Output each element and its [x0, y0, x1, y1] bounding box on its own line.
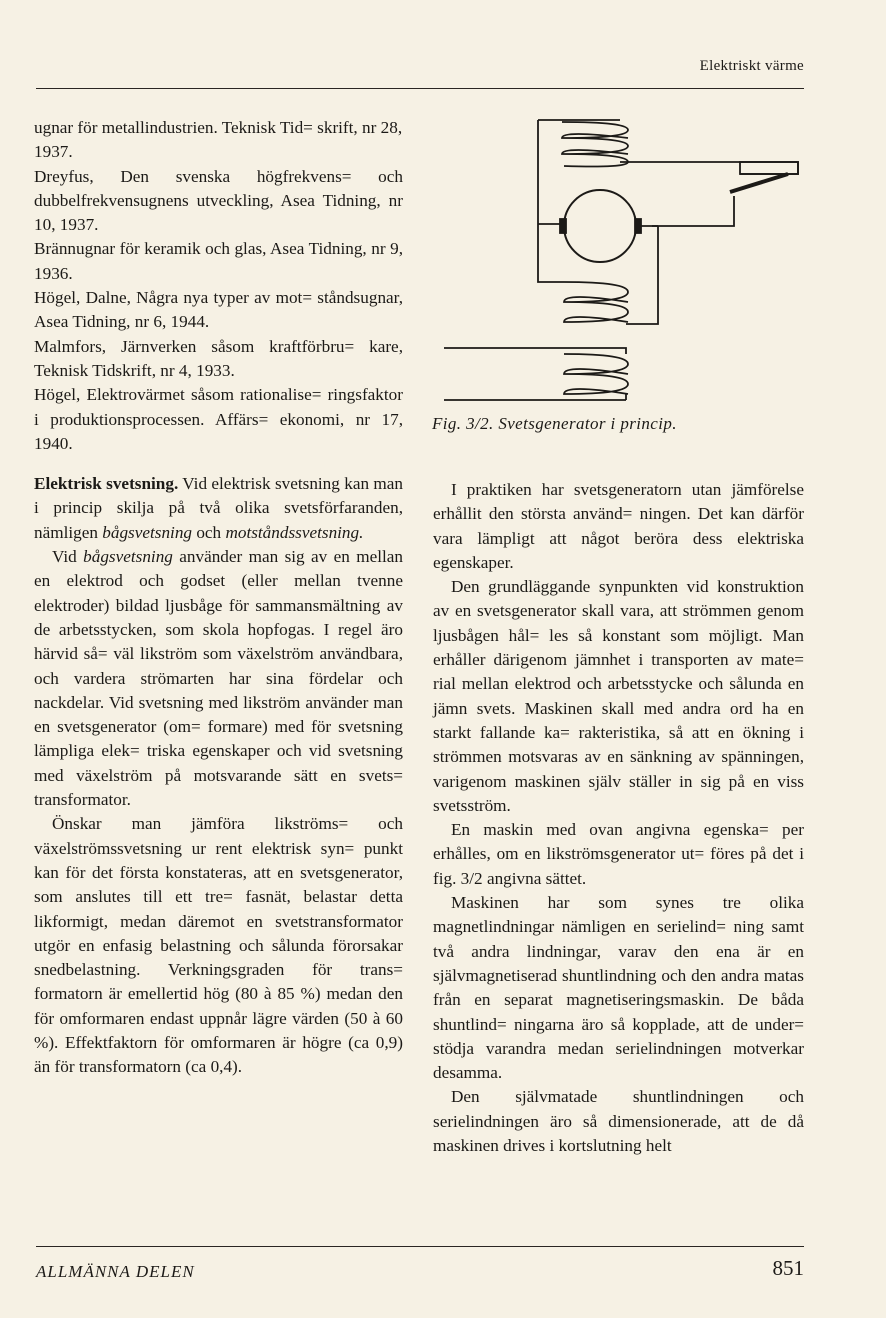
body-paragraph: Önskar man jämföra likströms= och växelströmssvetsning ur rent elektrisk syn= punkt kan för det första konstateras, att en svetsgenerator, som anslutes till ett tre= fasnät, belastar detta likformigt, medan däremot en svetstransformator utgör en enfasig belastning och sålunda förorsakar snedbelastning. Verkningsgraden för trans= formatorn är emellertid hög (80 à 85 %) medan den för omformaren endast uppnår lägre värden (50 à 60 %). Effektfaktorn för omformaren är högre (ca 0,9) än för transformatorn (ca 0,4). [34, 814, 403, 1077]
section-heading: Elektrisk svetsning. [34, 474, 179, 494]
body-paragraph: Den självmatade shuntlindningen och serielindningen äro så dimensionerade, att de då maskinen drives i kortslutning helt [433, 1087, 804, 1156]
reference-item: Malmfors, Järnverken såsom kraftförbru= kare, Teknisk Tidskrift, nr 4, 1933. [34, 336, 403, 380]
footer-rule [36, 1246, 804, 1247]
body-paragraph: Maskinen har som synes tre olika magnetlindningar nämligen en serielind= ning samt två andra lindningar, varav den ena är en självmagnetiserad shuntlindning och den andra matas från en separat magnetiseringsmaskin. De båda shuntlind= ningarna äro så kopplade, att de under= stödja varandra medan serielindningen motverkar desamma. [433, 893, 804, 1083]
circuit-schematic [440, 114, 806, 406]
armature [564, 190, 636, 262]
term-resistance-welding: motståndssvetsning. [225, 522, 364, 542]
body-paragraph: Den grundläggande synpunkten vid konstruktion av en svetsgenerator skall vara, att strömmen genom ljusbågen hål= les så konstant som möjligt. Man erhåller därigenom jämnhet i transporten av mate= rial mellan elektrod och arbetsstycke och sålunda en jämn svets. Maskinen skall med andra ord ha en starkt fallande ka= rakteristika, så att en ökning i strömmen motsvaras av en sänkning av spänningen, varigenom maskinen själv ställer in sig på en viss svetsström. [433, 577, 804, 815]
left-column [34, 116, 403, 1080]
reference-item: Högel, Dalne, Några nya typer av mot= ståndsugnar, Asea Tidning, nr 6, 1944. [34, 288, 403, 332]
intro-text-a: Vid elektrisk svetsning kan man i princip skilja på två olika svetsförfaranden, nämligen [34, 474, 403, 542]
reference-item: Dreyfus, Den svenska högfrekvens= och dubbelfrekvensugnens utveckling, Asea Tidning, nr 10, 1937. [34, 166, 403, 235]
series-winding-coil [562, 122, 628, 167]
footer-section-name: ALLMÄNNA DELEN [36, 1262, 195, 1281]
right-column [433, 478, 804, 1158]
figure-caption: Fig. 3/2. Svetsgenerator i princip. [432, 414, 677, 433]
section-intro-paragraph [34, 472, 403, 545]
welding-generator-diagram [440, 114, 806, 406]
reference-item: Högel, Elektrovärmet såsom rationalise= ringsfaktor i produktionsprocessen. Affärs= ekonomi, nr 17, 1940. [34, 385, 403, 453]
separate-excitation-coil [444, 348, 626, 354]
term-arc-welding-2: bågsvetsning [83, 547, 173, 567]
reference-item: ugnar för metallindustrien. Teknisk Tid= skrift, nr 28, 1937. [34, 118, 403, 162]
body-paragraph: I praktiken har svetsgeneratorn utan jämförelse erhållit den största använd= ningen. Det kan därför vara lämpligt att något beröra dess elektriska egenskaper. [433, 480, 804, 572]
intro-text-b: och [192, 522, 226, 542]
term-arc-welding: bågsvetsning [102, 522, 193, 542]
body-paragraph: En maskin med ovan angivna egenska= per erhålles, om en likströmsgenerator ut= föres på det i fig. 3/2 angivna sättet. [433, 820, 804, 888]
body-paragraph [34, 545, 403, 812]
p2-text-b: använder man sig av en mellan en elektrod och godset (eller mellan tvenne elektroder) bildad ljusbåge för sammansmältning av de arbetsstycken, som skola hopfogas. I regel äro härvid så= väl likström som växelström användbara, och vardera strömarten har sina fördelar och nackdelar. Vid svetsning med likström använder man en svetsgenerator (om= formare) med för svetsning lämpliga elek= triska egenskaper och vid svetsning med växelström på motsvarande sätt en svets= transformator. [34, 547, 404, 810]
running-title: Elektriskt värme [699, 58, 804, 74]
reference-item: Brännugnar för keramik och glas, Asea Tidning, nr 9, 1936. [34, 239, 403, 283]
shunt-winding-coil [564, 282, 628, 322]
p2-text-a: Vid [52, 547, 84, 567]
page-number: 851 [772, 1256, 804, 1280]
header-rule [36, 88, 804, 89]
